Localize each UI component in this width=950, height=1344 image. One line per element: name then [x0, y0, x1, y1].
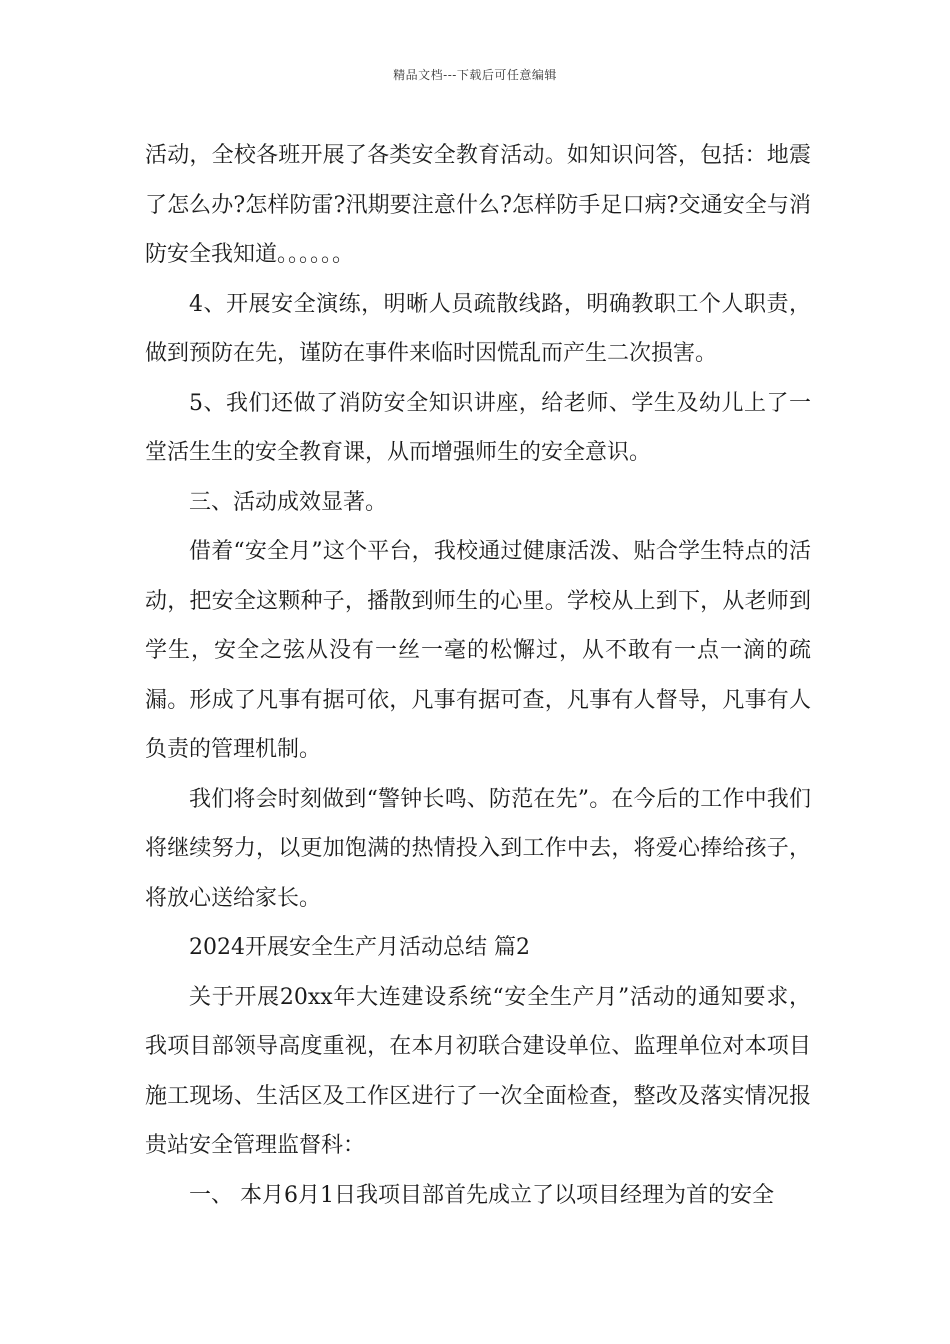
paragraph-9: 一、 本月6月1日我项目部首先成立了以项目经理为首的安全	[189, 1182, 774, 1208]
document-body	[145, 131, 811, 1220]
paragraph-5: 借着“安全月”这个平台，我校通过健康活泼、贴合学生特点的活动，把安全这颗种子，播散到师生的心里。学校从上到下，从老师到学生，安全之弦从没有一丝一毫的松懈过，从不敢有一点一滴的疏漏。形成了凡事有据可依，凡事有据可查，凡事有人督导，凡事有人负责的管理机制。	[145, 539, 811, 762]
page-header: 精品文档---下载后可任意编辑	[393, 68, 557, 82]
section-heading: 三、活动成效显著。	[189, 489, 388, 515]
article-title: 2024开展安全生产月活动总结 篇2	[189, 935, 530, 960]
paragraph-2: 4、开展安全演练，明晰人员疏散线路，明确教职工个人职责，做到预防在先，谨防在事件来临时因慌乱而产生二次损害。	[145, 291, 811, 366]
paragraph-6: 我们将会时刻做到“警钟长鸣、防范在先”。在今后的工作中我们将继续努力，以更加饱满的热情投入到工作中去，将爱心捧给孩子，将放心送给家长。	[145, 786, 811, 911]
paragraph-3: 5、我们还做了消防安全知识讲座，给老师、学生及幼儿上了一堂活生生的安全教育课，从而增强师生的安全意识。	[145, 390, 811, 465]
paragraph-1: 活动，全校各班开展了各类安全教育活动。如知识问答，包括：地震了怎么办?怎样防雷?汛期要注意什么?怎样防手足口病?交通安全与消防安全我知道。。。。。。	[145, 143, 811, 267]
paragraph-8: 关于开展20xx年大连建设系统“安全生产月”活动的通知要求，我项目部领导高度重视，在本月初联合建设单位、监理单位对本项目施工现场、生活区及工作区进行了一次全面检查，整改及落实情况报贵站安全管理监督科：	[145, 984, 811, 1158]
